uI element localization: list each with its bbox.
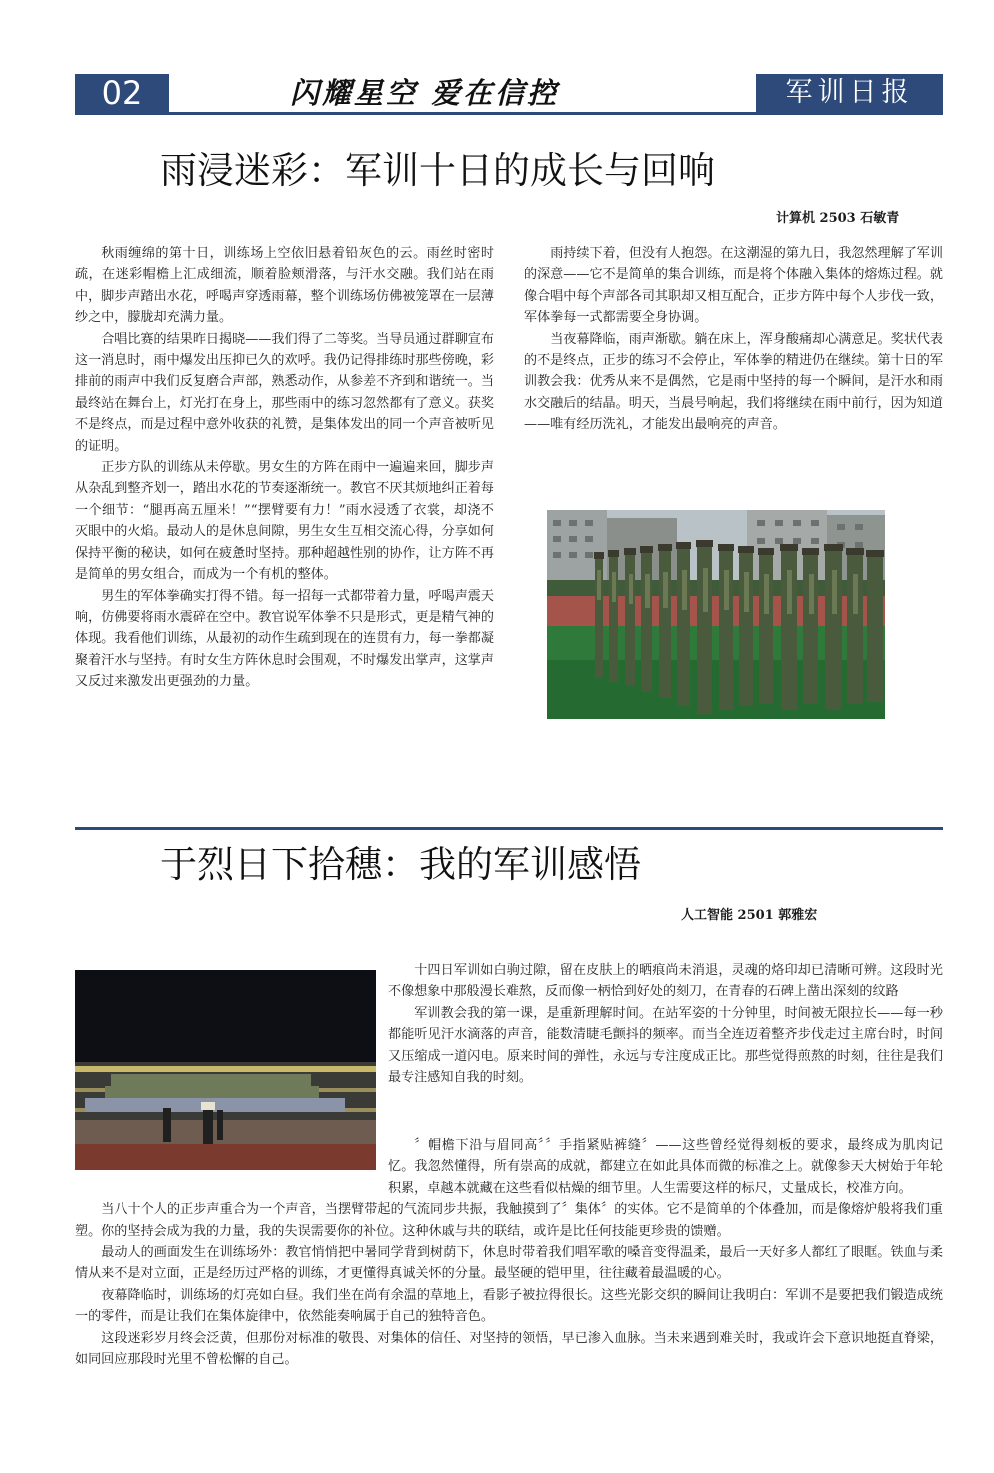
paragraph: 最动人的画面发生在训练场外：教官悄悄把中暑同学背到树荫下，休息时带着我们唱军歌的嗓音变得温柔，最后一天好多人都红了眼眶。铁血与柔情从来不是对立面，正是经历过严格的训练，才更懂得真诚关怀的分量。最坚硬的铠甲里，往往藏着最温暖的心。 — [75, 1245, 943, 1282]
article2-byline: 人工智能 2501 郭雅宏 — [681, 908, 818, 923]
article1-left-column — [75, 243, 494, 693]
article1-title: 雨浸迷彩：军训十日的成长与回响 — [160, 149, 715, 192]
article1-right-column — [524, 243, 943, 436]
paragraph: 十四日军训如白驹过隙，留在皮肤上的晒痕尚未消退，灵魂的烙印却已清晰可辨。这段时光不像想象中那般漫长难熬，反而像一柄恰到好处的刻刀，在青春的石碑上凿出深刻的纹路 — [388, 963, 943, 1000]
paragraph: 正步方队的训练从未停歇。男女生的方阵在雨中一遍遍来回，脚步声从杂乱到整齐划一，踏出水花的节奏逐渐统一。教官不厌其烦地纠正着每一个细节：“腿再高五厘米！”“摆臂要有力！”雨水浸透了衣裳，却浇不灭眼中的火焰。最动人的是休息间隙，男生女生互相交流心得，分享如何保持平衡的秘诀，如何在疲惫时坚持。那种超越性别的协作，让方阵不再是简单的男女组合，而成为一个有机的整体。 — [75, 460, 494, 583]
article2-title: 于烈日下拾穗：我的军训感悟 — [160, 843, 641, 886]
paragraph: 〞帽檐下沿与眉同高〞〞手指紧贴裤缝〞——这些曾经觉得刻板的要求，最终成为肌肉记忆。我忽然懂得，所有崇高的成就，都建立在如此具体而微的标准之上。就像参天大树始于年轮积累，卓越本就藏在这些看似枯燥的细节里。人生需要这样的标尺，丈量成长，校准方向。 — [388, 1138, 943, 1196]
training-formation-photo — [547, 510, 885, 719]
paragraph: 这段迷彩岁月终会泛黄，但那份对标准的敬畏、对集体的信任、对坚持的领悟，早已渗入血脉。当未来遇到难关时，我或许会下意识地挺直脊梁，如同回应那段时光里不曾松懈的自己。 — [75, 1330, 943, 1368]
paragraph: 秋雨缠绵的第十日，训练场上空依旧悬着铅灰色的云。雨丝时密时疏，在迷彩帽檐上汇成细流，顺着脸颊滑落，与汗水交融。我们站在雨中，脚步声踏出水花，呼喝声穿透雨幕，整个训练场仿佛被笼罩在一层薄纱之中，朦胧却充满力量。 — [75, 246, 494, 326]
paragraph: 男生的军体拳确实打得不错。每一招每一式都带着力量，呼喝声震天响，仿佛要将雨水震碎在空中。教官说军体拳不只是形式，更是精气神的体现。我看他们训练，从最初的动作生疏到现在的连贯有力，每一拳都凝聚着汗水与坚持。有时女生方阵休息时会围观，不时爆发出掌声，这掌声又反过来激发出更强劲的力量。 — [75, 588, 494, 690]
paragraph: 军训教会我的第一课，是重新理解时间。在站军姿的十分钟里，时间被无限拉长——每一秒都能听见汗水滴落的声音，能数清睫毛颤抖的频率。而当全连迈着整齐步伐走过主席台时，时间又压缩成一道闪电。原来时间的弹性，永远与专注度成正比。那些觉得煎熬的时刻，往往是我们最专注感知自我的时刻。 — [388, 1005, 943, 1086]
article2-wide-column — [75, 1135, 943, 1370]
newspaper-name: 军训日报 — [756, 74, 943, 112]
header-rule — [75, 112, 943, 115]
article2-side-column — [388, 960, 943, 1088]
paragraph: 当夜幕降临，雨声渐歇。躺在床上，浑身酸痛却心满意足。奖状代表的不是终点，正步的练习不会停止，军体拳的精进仍在继续。第十日的军训教会我：优秀从来不是偶然，它是雨中坚持的每一个瞬间，是汗水和雨水交融后的结晶。明天，当晨号响起，我们将继续在雨中前行，因为知道——唯有经历洗礼，才能发出最响亮的声音。 — [524, 331, 943, 433]
newspaper-slogan: 闪耀星空 爱在信控 — [290, 76, 560, 110]
paragraph: 雨持续下着，但没有人抱怨。在这潮湿的第九日，我忽然理解了军训的深意——它不是简单的集合训练，而是将个体融入集体的熔炼过程。就像合唱中每个声部各司其职却又相互配合，正步方阵中每个人步伐一致，军体拳每一式都需要全身协调。 — [524, 246, 943, 326]
paragraph: 夜幕降临时，训练场的灯亮如白昼。我们坐在尚有余温的草地上，看影子被拉得很长。这些光影交织的瞬间让我明白：军训不是要把我们锻造成统一的零件，而是让我们在集体旋律中，依然能奏响属于自己的独特音色。 — [75, 1287, 943, 1325]
paragraph: 当八十个人的正步声重合为一个声音，当摆臂带起的气流同步共振，我触摸到了〞集体〞的实体。它不是简单的个体叠加，而是像熔炉般将我们重塑。你的坚持会成为我的力量，我的失误需要你的补位。这种休戚与共的联结，或许是比任何技能更珍贵的馈赠。 — [75, 1202, 943, 1239]
page-number: 02 — [75, 74, 169, 112]
section-divider — [75, 827, 943, 830]
article1-byline: 计算机 2503 石敏青 — [776, 211, 900, 226]
paragraph: 合唱比赛的结果昨日揭晓——我们得了二等奖。当导员通过群聊宣布这一消息时，雨中爆发出压抑已久的欢呼。我仍记得排练时那些傍晚，彩排前的雨声中我们反复磨合声部，熟悉动作，从参差不齐到和谐统一。当最终站在舞台上，灯光打在身上，那些雨中的练习忽然都有了意义。获奖不是终点，而是过程中意外收获的礼赞，是集体发出的同一个声音被听见的证明。 — [75, 331, 494, 454]
